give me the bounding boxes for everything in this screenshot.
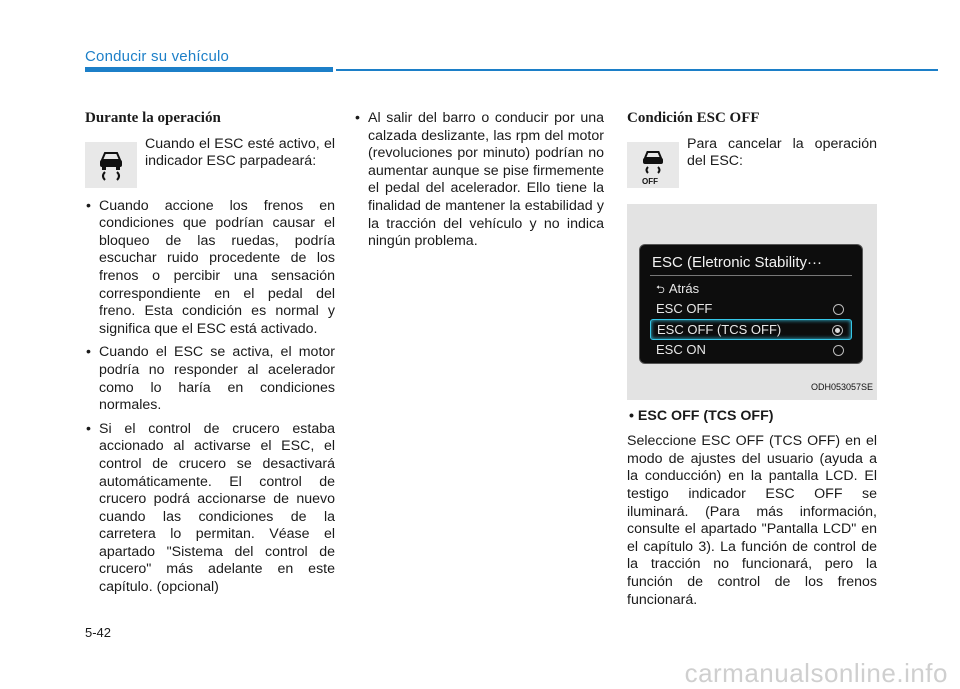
header-rule: [336, 69, 938, 71]
radio-icon: [833, 345, 844, 356]
menu-item-back[interactable]: [650, 279, 852, 298]
menu-item-esc-off-tcs-off[interactable]: [650, 319, 852, 340]
watermark: carmanualsonline.info: [684, 658, 948, 688]
list-item: • Si el control de crucero estaba accionado al activarse el ESC, el control de crucero se desactivará automáticamente. El control de crucero podrá accionarse de nuevo cuando las condiciones de la carretera lo permitan. Véase el apartado "Sistema del control de crucero" más adelante en este capítulo. (opcional): [85, 421, 335, 597]
menu-item-label: Atrás: [668, 280, 700, 296]
page-number: 5-42: [85, 625, 112, 640]
intro-text: Cuando el ESC esté activo, el indicador ESC parpadeará:: [145, 135, 335, 170]
intro-text: Para cancelar la operación del ESC:: [687, 135, 877, 170]
screen-divider: [650, 275, 852, 276]
lcd-screen-image: [627, 204, 877, 400]
heading-esc-off: Condición ESC OFF: [627, 110, 760, 126]
column-2: [354, 110, 604, 257]
list-item: • Cuando accione los frenos en condiciones que podrían causar el bloqueo de las ruedas, podría escuchar ruido procedente de los frenos o percibir una sensación correspondiente en el pedal del freno. Esta condición es normal y significa que el ESC está activado.: [85, 198, 335, 339]
section-title: Conducir su vehículo: [85, 48, 230, 65]
bullet-list: [354, 110, 604, 251]
menu-item-esc-off[interactable]: [650, 299, 852, 318]
menu-item-label: ESC OFF: [656, 300, 713, 316]
heading-during-operation: Durante la operación: [85, 110, 221, 126]
menu-item-esc-on[interactable]: [650, 340, 852, 359]
menu-item-label: ESC ON: [656, 341, 706, 357]
esc-off-paragraph: Seleccione ESC OFF (TCS OFF) en el modo de ajustes del usuario (ayuda a la conducción) en la pantalla LCD. El testigo indicador ESC OFF se iluminará. (Para más información, consulte el apartado "Pantalla LCD" en el capítulo 3). La función de control de la tracción no funcionará, pero la función de control de los frenos funcionará.: [627, 433, 877, 608]
list-item: • Al salir del barro o conducir por una calzada deslizante, las rpm del motor (revoluciones por minuto) podrían no aumentar aunque se pise firmemente el pedal del acelerador. Ello tiene la finalidad de mantener la estabilidad y la tracción del vehículo y no indica ningún problema.: [354, 110, 604, 251]
column-1: [85, 110, 335, 603]
screen-title: ESC (Eletronic Stability···: [652, 253, 823, 271]
sub-heading-esc-off-tcs-off: • ESC OFF (TCS OFF): [629, 407, 774, 424]
header-bar: [85, 67, 333, 72]
image-code: ODH053057SE: [810, 382, 873, 392]
list-item: • Cuando el ESC se activa, el motor podría no responder al acelerador como lo haría en condiciones normales.: [85, 344, 335, 414]
radio-icon: [833, 304, 844, 315]
column-3: [627, 110, 877, 609]
bullet-list: [85, 198, 335, 597]
off-label: OFF: [642, 176, 658, 186]
back-arrow-icon: ⮌: [656, 283, 665, 296]
lcd-display: [639, 244, 863, 364]
menu-item-label: ESC OFF (TCS OFF): [657, 321, 782, 337]
radio-selected-icon: [832, 325, 843, 336]
esc-indicator-icon: [85, 142, 137, 188]
esc-off-indicator-icon: [627, 142, 679, 188]
